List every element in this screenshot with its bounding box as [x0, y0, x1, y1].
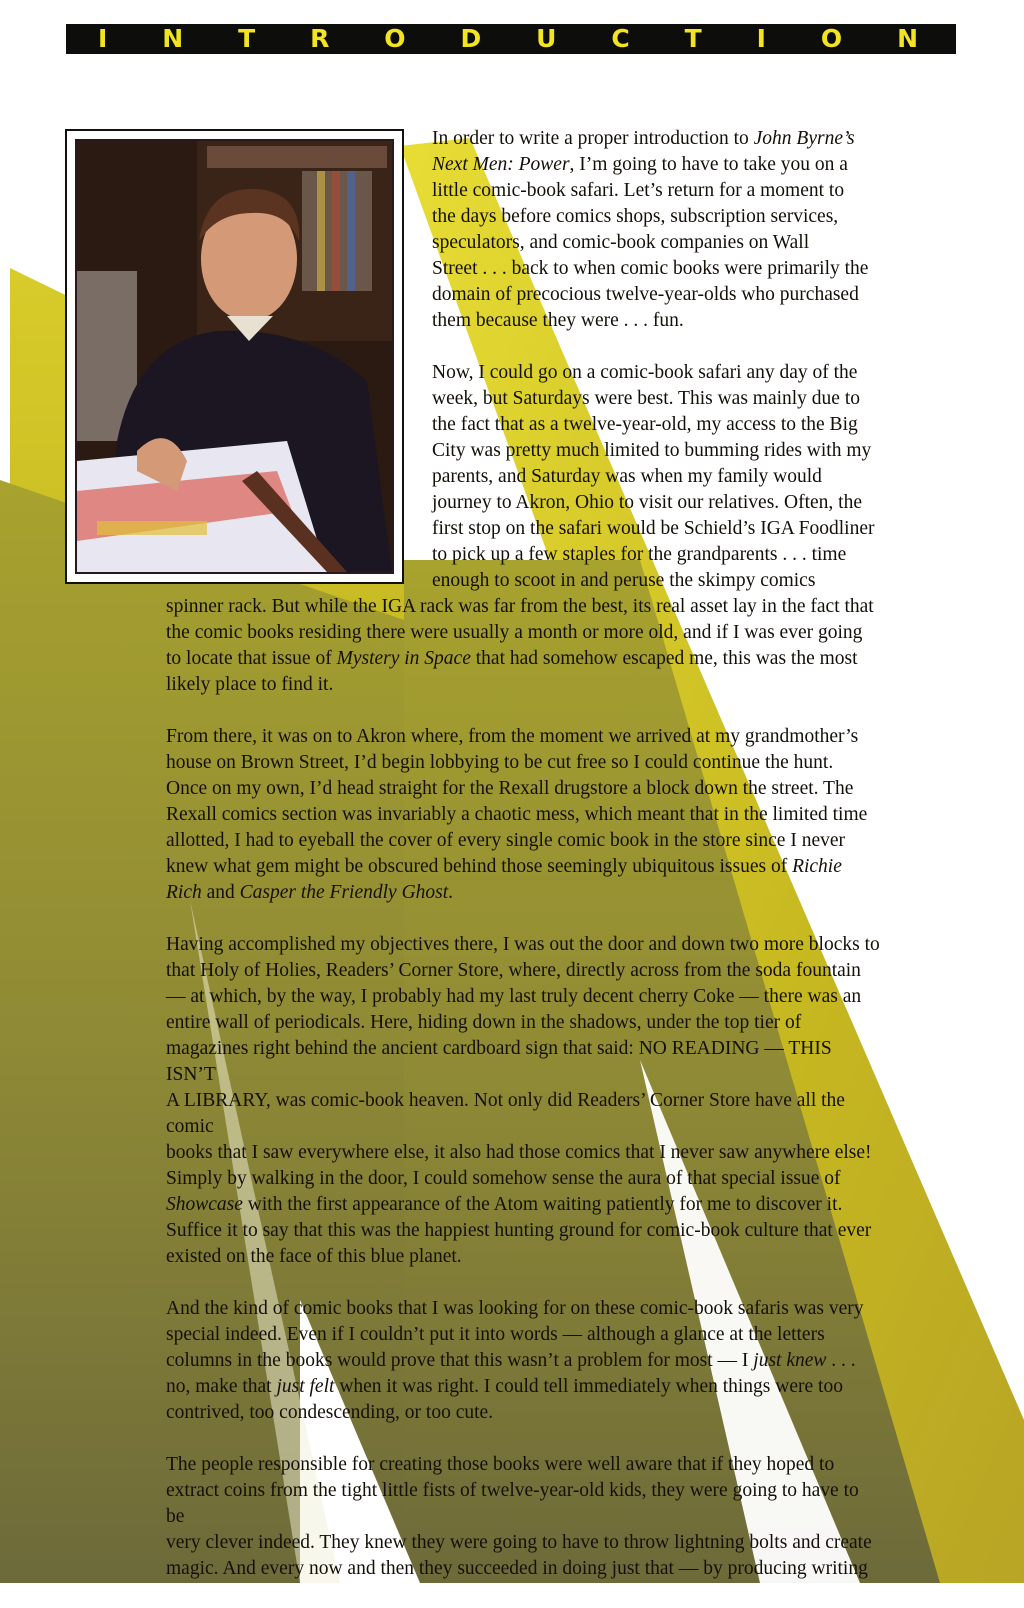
text-line: the days before comics shops, subscription services, [432, 206, 839, 227]
text-line: Once on my own, I’d head straight for the Rexall drugstore a block down the street. The [166, 778, 854, 799]
text-run: no, make that [166, 1376, 277, 1397]
author-photo-frame [65, 129, 404, 584]
text-line: special indeed. Even if I couldn’t put it into words — although a glance at the letters [166, 1324, 825, 1345]
book-title: John Byrne’s [753, 128, 855, 149]
text-line: parents, and Saturday was when my family would [432, 466, 822, 487]
text-line: the comic books residing there were usually a month or more old, and if I was ever going [166, 622, 863, 643]
text-line: likely place to find it. [166, 674, 334, 695]
text-line: books that I saw everywhere else, it also had those comics that I never saw anywhere else! [166, 1142, 872, 1163]
title-letter: N [162, 24, 184, 53]
title-letter: C [611, 24, 630, 53]
text-line: Simply by walking in the door, I could somehow sense the aura of that special issue of [166, 1168, 841, 1189]
text-line: week, but Saturdays were best. This was mainly due to [432, 388, 861, 409]
text-run: with the first appearance of the Atom waiting patiently for me to discover it. [242, 1194, 843, 1215]
text-line: enough to scoot in and peruse the skimpy comics [432, 570, 816, 591]
text-line: entire wall of periodicals. Here, hiding down in the shadows, under the top tier of [166, 1012, 802, 1033]
text-line: magic. And every now and then they succeeded in doing just that — by producing writing [166, 1558, 868, 1579]
book-title: Showcase [166, 1194, 243, 1215]
emphasis: just knew [753, 1350, 827, 1371]
title-letter: T [684, 24, 702, 53]
text-run: and [201, 882, 240, 903]
emphasis: just felt [276, 1376, 335, 1397]
title-letter: U [536, 24, 557, 53]
text-run: , I’m going to have to take you on a [569, 154, 848, 175]
text-line: journey to Akron, Ohio to visit our relatives. Often, the [432, 492, 863, 513]
text-run: . . . [826, 1350, 856, 1371]
text-line: The people responsible for creating those books were well aware that if they hoped to [166, 1454, 835, 1475]
text-line: existed on the face of this blue planet. [166, 1246, 462, 1267]
text-line: to pick up a few staples for the grandparents . . . time [432, 544, 847, 565]
book-title: Next Men: Power [432, 154, 570, 175]
text-line: that Holy of Holies, Readers’ Corner Store, where, directly across from the soda fountain [166, 960, 861, 981]
section-title-bar [66, 24, 956, 54]
text-line: the fact that as a twelve-year-old, my access to the Big [432, 414, 858, 435]
text-line: little comic-book safari. Let’s return for a moment to [432, 180, 845, 201]
text-line: spinner rack. But while the IGA rack was far from the best, its real asset lay in the fact that [166, 596, 874, 617]
body-text [166, 724, 881, 1608]
paragraph-rexall [166, 724, 881, 906]
text-line: Street . . . back to when comic books were primarily the [432, 258, 869, 279]
book-title: Rich [166, 882, 202, 903]
paragraph-creators [166, 1452, 881, 1582]
book-title: Casper the Friendly Ghost [239, 882, 449, 903]
text-line: Rexall comics section was invariably a chaotic mess, which meant that in the limited time [166, 804, 868, 825]
text-line: Having accomplished my objectives there, I was out the door and down two more blocks to [166, 934, 880, 955]
text-run: when it was right. I could tell immediately when things were too [334, 1376, 843, 1397]
text-line: them because they were . . . fun. [432, 310, 684, 331]
title-letter: T [238, 24, 256, 53]
text-line: A LIBRARY, was comic-book heaven. Not only did Readers’ Corner Store have all the comic [166, 1090, 845, 1137]
book-title: Mystery in Space [336, 648, 471, 669]
text-run: In order to write a proper introduction to [432, 128, 754, 149]
text-line: — at which, by the way, I probably had my last truly decent cherry Coke — there was an [166, 986, 862, 1007]
text-line: contrived, too condescending, or too cute. [166, 1402, 494, 1423]
book-title: Richie [792, 856, 842, 877]
title-letter: O [384, 24, 406, 53]
paragraph-special-comics [166, 1296, 881, 1426]
text-line: allotted, I had to eyeball the cover of every single comic book in the store since I never [166, 830, 846, 851]
paragraph-saturdays-continued [166, 594, 886, 698]
text-line: extract coins from the tight little fists of twelve-year-old kids, they were going to have to be [166, 1480, 859, 1527]
text-line: From there, it was on to Akron where, from the moment we arrived at my grandmother’s [166, 726, 859, 747]
title-letter: D [460, 24, 482, 53]
title-letter: I [98, 24, 108, 53]
title-letter: I [756, 24, 766, 53]
text-line: speculators, and comic-book companies on Wall [432, 232, 810, 253]
text-line: domain of precocious twelve-year-olds who purchased [432, 284, 859, 305]
text-line: City was pretty much limited to bumming rides with my [432, 440, 872, 461]
title-letter: R [310, 24, 330, 53]
text-run: columns in the books would prove that this wasn’t a problem for most — I [166, 1350, 754, 1371]
text-run: knew what gem might be obscured behind those seemingly ubiquitous issues of [166, 856, 793, 877]
text-line: very clever indeed. They knew they were going to have to throw lightning bolts and create [166, 1532, 872, 1553]
title-letter: N [897, 24, 918, 53]
text-line: Suffice it to say that this was the happiest hunting ground for comic-book culture that ever [166, 1220, 872, 1241]
paragraph-readers-corner [166, 932, 881, 1270]
text-line: Now, I could go on a comic-book safari any day of the [432, 362, 858, 383]
text-line: magazines right behind the ancient cardboard sign that said: NO READING — THIS ISN’T [166, 1038, 832, 1085]
paragraph-saturdays [432, 360, 882, 594]
paragraph-intro [432, 126, 882, 334]
author-portrait-photo [75, 139, 394, 574]
text-run: that had somehow escaped me, this was the most [470, 648, 858, 669]
text-line: house on Brown Street, I’d begin lobbying to be cut free so I could continue the hunt. [166, 752, 834, 773]
text-run: . [448, 882, 454, 903]
title-letter: O [820, 24, 843, 53]
text-run: to locate that issue of [166, 648, 337, 669]
text-line: And the kind of comic books that I was looking for on these comic-book safaris was very [166, 1298, 864, 1319]
text-line: first stop on the safari would be Schield’s IGA Foodliner [432, 518, 875, 539]
